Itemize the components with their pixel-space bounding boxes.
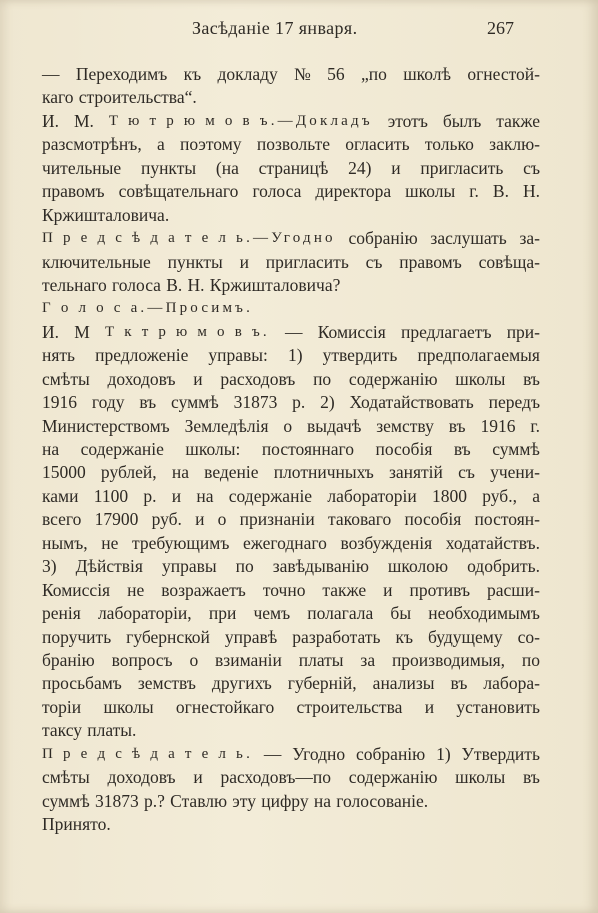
word: 24) bbox=[348, 157, 372, 178]
word: руб., bbox=[482, 485, 517, 506]
text-line bbox=[42, 743, 540, 766]
word: анализы bbox=[372, 673, 435, 694]
word: Угодно bbox=[292, 743, 346, 764]
word: возбужденія bbox=[340, 532, 433, 553]
word: смѣты bbox=[42, 368, 90, 389]
word: при- bbox=[506, 321, 540, 342]
word: Кржишталовича? bbox=[209, 274, 341, 295]
word: рублей, bbox=[100, 462, 157, 483]
word: и bbox=[391, 157, 401, 178]
word: М. bbox=[73, 110, 94, 131]
word: Т ю т р ю м о в ъ.—Докладъ bbox=[108, 112, 373, 129]
running-title: Засѣданіе 17 января. bbox=[192, 18, 358, 38]
word: не bbox=[101, 532, 119, 553]
word: по bbox=[521, 649, 540, 670]
word: таковаго bbox=[327, 509, 392, 530]
word: г. bbox=[530, 415, 540, 436]
text-line bbox=[42, 790, 540, 813]
word: и bbox=[195, 509, 205, 530]
word: суммѣ bbox=[492, 439, 540, 459]
word: г. bbox=[469, 181, 479, 202]
word: въ bbox=[523, 368, 540, 389]
text-line bbox=[42, 157, 540, 180]
text-line bbox=[42, 438, 540, 461]
word: не bbox=[127, 579, 145, 600]
text-line bbox=[42, 696, 540, 719]
word: 31873 bbox=[94, 790, 139, 811]
word: каго bbox=[42, 87, 74, 108]
word: и bbox=[239, 251, 249, 272]
word: производимыя, bbox=[391, 649, 505, 670]
text-line bbox=[42, 719, 540, 742]
word: въ bbox=[523, 767, 540, 788]
word: за bbox=[360, 649, 376, 670]
word: эту bbox=[232, 790, 256, 811]
word: ками bbox=[42, 485, 79, 506]
word: 17900 bbox=[94, 509, 139, 530]
word: собранію bbox=[356, 743, 426, 764]
word: 3) bbox=[42, 556, 57, 577]
word: Н. bbox=[522, 181, 540, 202]
text-line bbox=[42, 579, 540, 602]
word: въ bbox=[448, 415, 466, 436]
word: въ bbox=[453, 439, 471, 459]
word: Переходимъ bbox=[75, 64, 168, 84]
text-line bbox=[42, 485, 540, 508]
text-line bbox=[42, 415, 540, 438]
word: пригласить bbox=[265, 251, 349, 272]
word: 56 bbox=[327, 64, 345, 84]
word: и bbox=[193, 368, 203, 389]
word: будущему bbox=[428, 626, 503, 647]
word: поручить bbox=[42, 626, 112, 647]
word: директора bbox=[315, 181, 392, 202]
word: управѣ bbox=[224, 626, 278, 647]
word: ежегоднаго bbox=[243, 532, 327, 553]
word: Принято. bbox=[42, 814, 111, 834]
word: а bbox=[532, 485, 540, 506]
page-header bbox=[0, 16, 598, 44]
text-line bbox=[42, 321, 540, 344]
word: противъ bbox=[409, 579, 471, 600]
word: Ставлю bbox=[170, 790, 228, 811]
word: съ bbox=[365, 251, 383, 272]
word: огнестойкаго bbox=[175, 696, 275, 717]
word: голосованіе. bbox=[336, 790, 429, 811]
word: 1) bbox=[436, 743, 451, 764]
word: 1916 bbox=[480, 415, 516, 436]
body-text bbox=[42, 63, 540, 836]
word: взиманіи bbox=[215, 649, 282, 670]
word: пособія bbox=[375, 439, 433, 459]
word: 1) bbox=[287, 345, 303, 366]
word: веденіе bbox=[204, 462, 259, 483]
word: за- bbox=[519, 228, 540, 249]
text-line bbox=[42, 204, 540, 227]
word: 1916 bbox=[42, 392, 77, 413]
word: смѣты bbox=[42, 767, 90, 788]
word: — bbox=[285, 321, 303, 342]
word: къ bbox=[395, 626, 414, 647]
word: суммѣ bbox=[42, 790, 90, 811]
word: школы: bbox=[185, 439, 241, 459]
word: поэтому bbox=[180, 134, 242, 155]
word: по bbox=[235, 556, 254, 577]
word: содержаніе bbox=[80, 439, 164, 459]
word: также bbox=[496, 110, 540, 131]
word: 31873 bbox=[233, 392, 278, 413]
word: признаніи bbox=[239, 509, 315, 530]
word: — bbox=[263, 743, 282, 764]
word: Г о л о с а.—Просимъ. bbox=[42, 300, 254, 317]
word: р. bbox=[292, 392, 306, 413]
word: на bbox=[171, 462, 189, 483]
word: М bbox=[74, 321, 90, 342]
word: губернской bbox=[126, 626, 210, 647]
word: В. bbox=[492, 181, 509, 202]
word: лабораторіи, bbox=[97, 603, 192, 624]
word: предложеніе bbox=[95, 345, 189, 366]
word: разсмотрѣнъ, bbox=[42, 134, 142, 155]
word: правомъ bbox=[399, 251, 462, 272]
word: 15000 bbox=[42, 462, 86, 483]
word: суммѣ bbox=[171, 392, 219, 413]
word: Утвердить bbox=[461, 743, 540, 764]
text-line bbox=[42, 344, 540, 367]
word: строительства“. bbox=[78, 87, 197, 108]
word: совѣщательнаго bbox=[118, 181, 239, 202]
word: П р е д с ѣ д а т е л ь.—Угодно bbox=[42, 230, 336, 247]
word: передъ bbox=[488, 392, 540, 413]
word: въ bbox=[450, 673, 468, 694]
text-line bbox=[42, 86, 540, 109]
word: — bbox=[42, 64, 60, 84]
word: доходовъ bbox=[107, 767, 176, 788]
word: выдачѣ bbox=[307, 415, 362, 436]
text-line bbox=[42, 274, 540, 297]
text-line bbox=[42, 555, 540, 578]
word: году bbox=[91, 392, 125, 413]
text-line bbox=[42, 63, 540, 86]
text-line bbox=[42, 297, 540, 320]
word: р.? bbox=[143, 790, 165, 811]
text-line bbox=[42, 461, 540, 484]
word: 2) bbox=[320, 392, 335, 413]
word: Комиссія bbox=[317, 321, 386, 342]
word: школѣ bbox=[403, 64, 452, 84]
word: школы bbox=[455, 368, 506, 389]
word: огнестой- bbox=[467, 64, 540, 84]
word: ходатайствъ. bbox=[445, 532, 540, 553]
word: и bbox=[383, 579, 393, 600]
word: предполагаемыя bbox=[417, 345, 540, 366]
word: Т к т р ю м о в ъ. bbox=[104, 323, 270, 340]
word: и bbox=[424, 696, 435, 717]
word: губерній, bbox=[287, 673, 357, 694]
word: управы: bbox=[208, 345, 268, 366]
text-line bbox=[42, 602, 540, 625]
word: въ bbox=[139, 392, 157, 413]
word: огласить bbox=[345, 134, 410, 155]
word: школою bbox=[387, 556, 449, 577]
word: Кржишталовича. bbox=[42, 204, 170, 225]
word: бы bbox=[390, 603, 412, 624]
word: содержанію bbox=[348, 368, 438, 389]
text-line bbox=[42, 813, 540, 836]
text-line bbox=[42, 649, 540, 672]
word: заслушать bbox=[430, 228, 507, 249]
word: пособія bbox=[404, 509, 462, 530]
word: со- bbox=[517, 626, 540, 647]
text-line bbox=[42, 133, 540, 156]
word: (на bbox=[215, 157, 239, 178]
word: чемъ bbox=[253, 603, 291, 624]
word: содержанію bbox=[348, 767, 438, 788]
word: требующимъ bbox=[131, 532, 230, 553]
word: пригласить bbox=[420, 157, 504, 178]
word: земству bbox=[376, 415, 434, 436]
word: вопросъ bbox=[111, 649, 173, 670]
word: платы bbox=[298, 649, 344, 670]
word: разработать bbox=[292, 626, 381, 647]
text-line bbox=[42, 672, 540, 695]
word: ренія bbox=[42, 603, 81, 624]
word: управы bbox=[161, 556, 217, 577]
word: и bbox=[171, 485, 182, 506]
word: утвердить bbox=[322, 345, 398, 366]
word: докладу bbox=[217, 64, 278, 84]
word: о bbox=[283, 415, 293, 436]
word: собранію bbox=[348, 228, 418, 249]
text-line bbox=[42, 532, 540, 555]
word: также bbox=[322, 579, 367, 600]
word: П р е д с ѣ д а т е л ь. bbox=[42, 745, 254, 762]
word: голоса bbox=[252, 181, 302, 202]
word: И. bbox=[42, 321, 60, 342]
word: предлагаетъ bbox=[401, 321, 492, 342]
word: страницѣ bbox=[258, 157, 329, 178]
word: р. bbox=[143, 485, 157, 506]
word: завѣдыванію bbox=[272, 556, 369, 577]
word: Комиссія bbox=[42, 579, 111, 600]
word: лабора- bbox=[483, 673, 540, 694]
page-number: 267 bbox=[487, 18, 514, 38]
word: пункты bbox=[140, 157, 197, 178]
word: расходовъ bbox=[220, 368, 296, 389]
word: необходимымъ bbox=[428, 603, 540, 624]
word: Н. bbox=[187, 274, 205, 295]
word: Земледѣлія bbox=[184, 415, 269, 436]
word: тельнаго bbox=[42, 274, 107, 295]
word: земствъ bbox=[137, 673, 196, 694]
word: съ bbox=[458, 462, 475, 483]
word: постояннаго bbox=[261, 439, 355, 459]
word: платы. bbox=[87, 720, 137, 741]
word: установить bbox=[456, 696, 540, 717]
text-line bbox=[42, 626, 540, 649]
text-line bbox=[42, 180, 540, 203]
word: школы bbox=[103, 696, 154, 717]
word: нымъ, bbox=[42, 532, 88, 553]
word: совѣща- bbox=[478, 251, 540, 272]
word: Ходатайствовать bbox=[349, 392, 474, 413]
word: на bbox=[196, 485, 214, 506]
word: съ bbox=[523, 157, 540, 178]
word: лабораторіи bbox=[327, 485, 417, 506]
word: доходовъ bbox=[107, 368, 176, 389]
word: содержаніе bbox=[228, 485, 313, 506]
word: при bbox=[208, 603, 237, 624]
text-line bbox=[42, 110, 540, 133]
word: школы bbox=[455, 767, 506, 788]
word: на bbox=[42, 439, 60, 459]
word: учени- bbox=[490, 462, 540, 483]
word: ключительные bbox=[42, 251, 151, 272]
word: плотничныхъ bbox=[273, 462, 374, 483]
word: всего bbox=[42, 509, 82, 530]
word: чительные bbox=[42, 157, 122, 178]
word: только bbox=[424, 134, 474, 155]
text-line bbox=[42, 766, 540, 789]
word: о bbox=[189, 649, 199, 670]
word: голоса bbox=[112, 274, 161, 295]
word: расходовъ—по bbox=[220, 767, 332, 788]
word: расши- bbox=[487, 579, 540, 600]
word: 1100 bbox=[93, 485, 129, 506]
word: № bbox=[294, 64, 311, 84]
word: позвольте bbox=[256, 134, 330, 155]
word: другихъ bbox=[211, 673, 272, 694]
word: пункты bbox=[167, 251, 223, 272]
word: Дѣйствія bbox=[75, 556, 143, 577]
word: бранію bbox=[42, 649, 95, 670]
word: таксу bbox=[42, 720, 82, 741]
word: по bbox=[313, 368, 332, 389]
word: полагала bbox=[307, 603, 374, 624]
word: о bbox=[217, 509, 227, 530]
word: нять bbox=[42, 345, 76, 366]
word: точно bbox=[262, 579, 306, 600]
word: Министерствомъ bbox=[42, 415, 170, 436]
text-line bbox=[42, 508, 540, 531]
word: руб. bbox=[151, 509, 182, 530]
word: строительства bbox=[296, 696, 403, 717]
word: этотъ bbox=[387, 110, 428, 131]
word: къ bbox=[183, 64, 202, 84]
word: на bbox=[313, 790, 331, 811]
word: 1800 bbox=[431, 485, 467, 506]
word: занятій bbox=[388, 462, 443, 483]
text-line bbox=[42, 368, 540, 391]
text-line bbox=[42, 227, 540, 250]
word: а bbox=[156, 134, 165, 155]
text-line bbox=[42, 251, 540, 274]
word: и bbox=[193, 767, 203, 788]
word: просьбамъ bbox=[42, 673, 122, 694]
word: одобрить. bbox=[467, 556, 540, 577]
text-line bbox=[42, 391, 540, 414]
word: возражаетъ bbox=[161, 579, 246, 600]
word: постоян- bbox=[474, 509, 540, 530]
word: торіи bbox=[42, 696, 82, 717]
word: школы bbox=[405, 181, 456, 202]
word: цифру bbox=[261, 790, 309, 811]
word: былъ bbox=[442, 110, 482, 131]
word: В. bbox=[166, 274, 183, 295]
word: правомъ bbox=[42, 181, 105, 202]
word: „по bbox=[360, 64, 387, 84]
word: И. bbox=[42, 110, 60, 131]
word: заклю- bbox=[489, 134, 540, 155]
